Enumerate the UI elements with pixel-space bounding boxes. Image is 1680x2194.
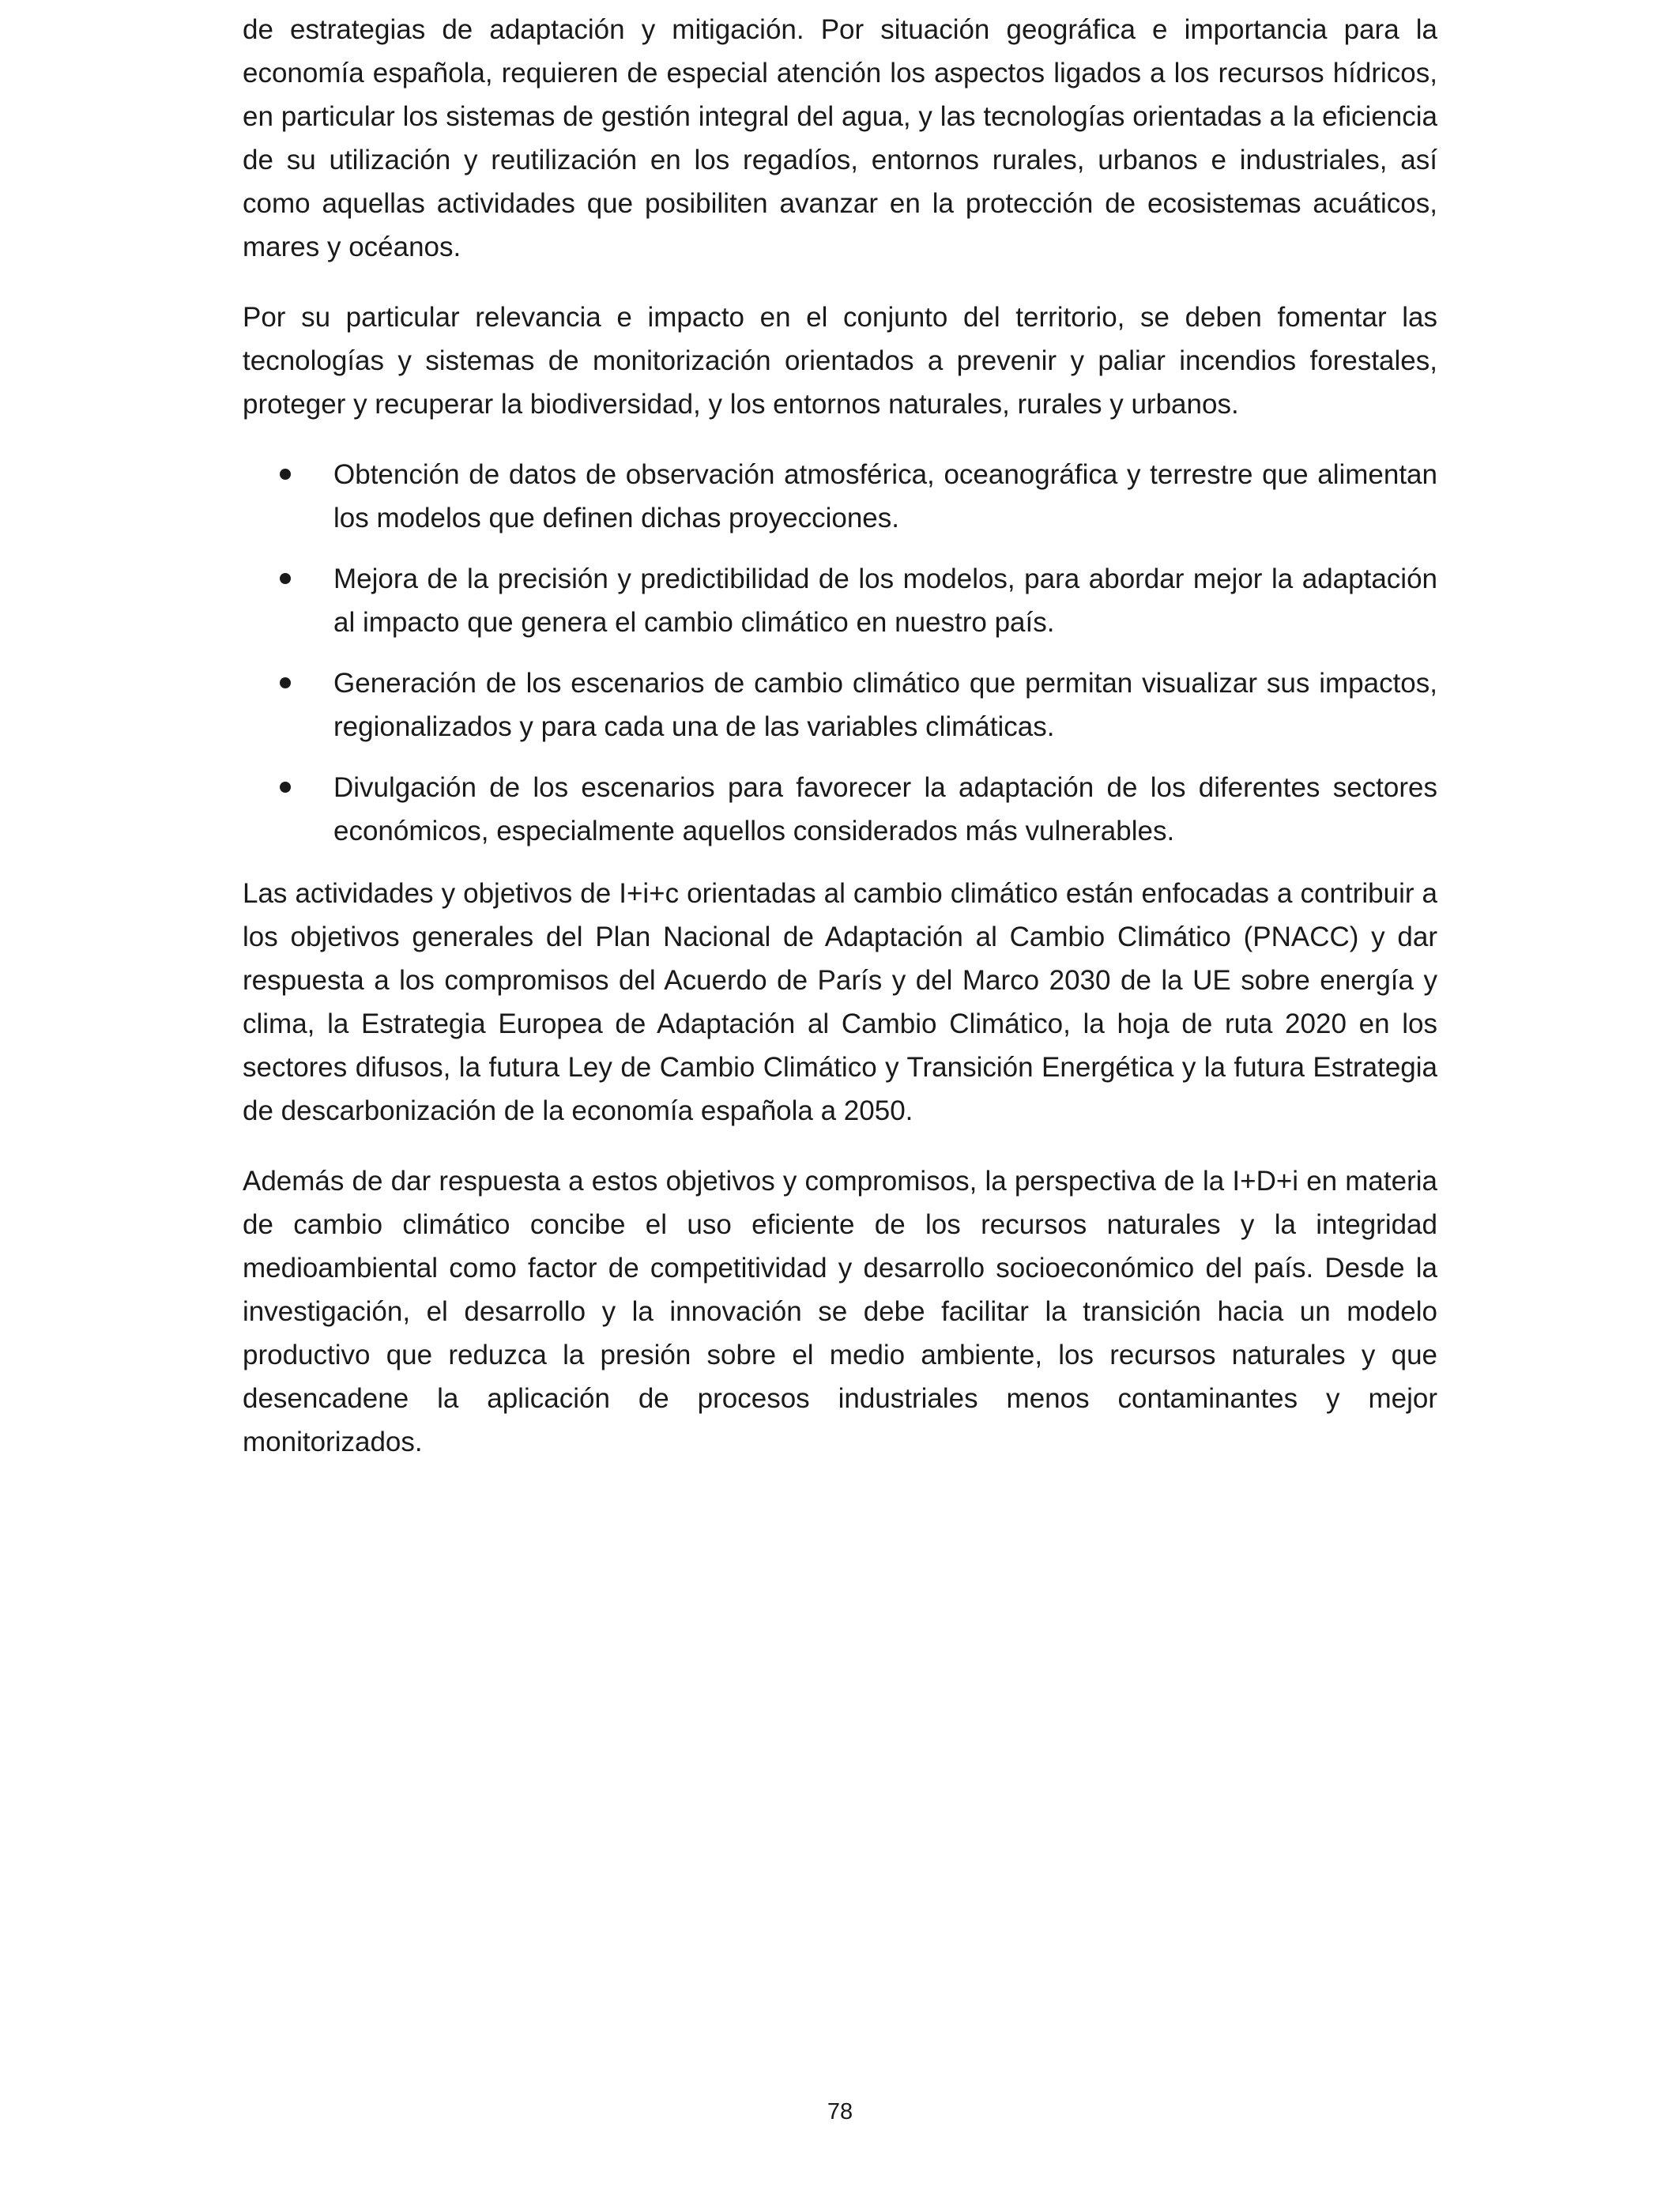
bullet-list xyxy=(243,453,1437,853)
paragraph-territory-monitoring: Por su particular relevancia e impacto en el conjunto del territorio, se deben fomentar las tecnologías y sistemas de monitorización orientados a prevenir y paliar incendios forestales, proteger y recuperar la biodiversidad, y los entornos naturales, rurales y urbanos. xyxy=(243,302,1437,420)
paragraph-water-resources: de estrategias de adaptación y mitigación. Por situación geográfica e importancia para la economía española, requieren de especial atención los aspectos ligados a los recursos hídricos, en particular los sistemas de gestión integral del agua, y las tecnologías orientadas a la eficiencia de su utilización y reutilización en los regadíos, entornos rurales, urbanos e industriales, así como aquellas actividades que posibiliten avanzar en la protección de ecosistemas acuáticos, mares y océanos. xyxy=(243,14,1437,262)
list-item xyxy=(243,557,1437,644)
list-item xyxy=(243,453,1437,540)
list-item-text: Mejora de la precisión y predictibilidad de los modelos, para abordar mejor la adaptación al impacto que genera el cambio climático en nuestro país. xyxy=(333,564,1437,638)
paragraph-objectives: Las actividades y objetivos de I+i+c orientadas al cambio climático están enfocadas a contribuir a los objetivos generales del Plan Nacional de Adaptación al Cambio Climático (PNACC) y dar respuesta a los compromisos del Acuerdo de París y del Marco 2030 de la UE sobre energía y clima, la Estrategia Europea de Adaptación al Cambio Climático, la hoja de ruta 2020 en los sectores difusos, la futura Ley de Cambio Climático y Transición Energética y la futura Estrategia de descarbonización de la economía española a 2050. xyxy=(243,878,1437,1126)
list-item xyxy=(243,662,1437,748)
paragraph-rdi-perspective: Además de dar respuesta a estos objetivos y compromisos, la perspectiva de la I+D+i en materia de cambio climático concibe el uso eficiente de los recursos naturales y la integridad medioambiental como factor de competitividad y desarrollo socioeconómico del país. Desde la investigación, el desarrollo y la innovación se debe facilitar la transición hacia un modelo productivo que reduzca la presión sobre el medio ambiente, los recursos naturales y que desencadene la aplicación de procesos industriales menos contaminantes y mejor monitorizados. xyxy=(243,1166,1437,1457)
page-number: 78 xyxy=(827,2099,853,2124)
list-item-text: Generación de los escenarios de cambio climático que permitan visualizar sus impactos, regionalizados y para cada una de las variables climáticas. xyxy=(333,668,1437,742)
page-body xyxy=(243,8,1437,1491)
bullet-icon xyxy=(280,573,291,584)
list-item-text: Obtención de datos de observación atmosférica, oceanográfica y terrestre que alimentan los modelos que definen dichas proyecciones. xyxy=(333,459,1437,533)
list-item xyxy=(243,766,1437,853)
bullet-icon xyxy=(280,782,291,793)
bullet-icon xyxy=(280,469,291,480)
bullet-icon xyxy=(280,677,291,688)
list-item-text: Divulgación de los escenarios para favorecer la adaptación de los diferentes sectores económicos, especialmente aquellos considerados más vulnerables. xyxy=(333,772,1437,846)
